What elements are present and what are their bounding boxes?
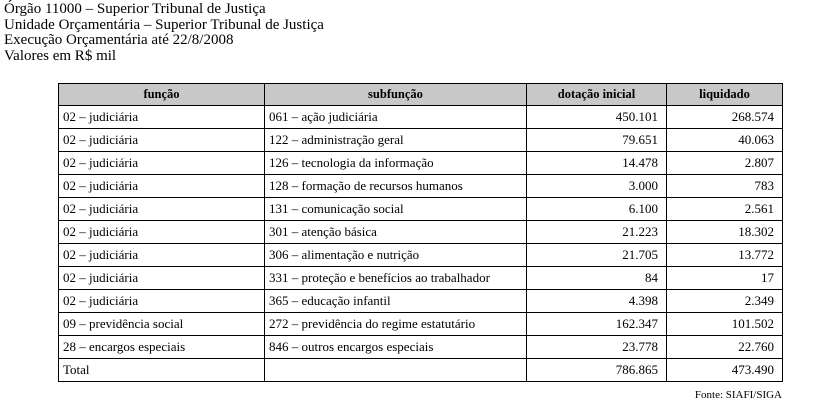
table-row: [59, 129, 783, 152]
cell-subfuncao: 126 – tecnologia da informação: [265, 152, 527, 175]
cell-funcao: 02 – judiciária: [59, 106, 265, 129]
cell-subfuncao: 128 – formação de recursos humanos: [265, 175, 527, 198]
cell-subfuncao: 365 – educação infantil: [265, 290, 527, 313]
cell-funcao: 02 – judiciária: [59, 267, 265, 290]
total-row: [59, 359, 783, 382]
valores-line: Valores em R$ mil: [4, 47, 117, 64]
cell-liquidado: 40.063: [667, 129, 783, 152]
table-row: [59, 290, 783, 313]
table-row: [59, 175, 783, 198]
cell-dotacao-inicial: 21.223: [527, 221, 667, 244]
cell-funcao: 02 – judiciária: [59, 221, 265, 244]
cell-subfuncao: 846 – outros encargos especiais: [265, 336, 527, 359]
cell-dotacao-inicial: 3.000: [527, 175, 667, 198]
col-header-subfuncao: subfunção: [265, 84, 527, 106]
total-cell-subfuncao: [265, 359, 527, 382]
cell-liquidado: 2.349: [667, 290, 783, 313]
cell-liquidado: 18.302: [667, 221, 783, 244]
orgao-line: Órgão 11000 – Superior Tribunal de Justiça: [4, 1, 266, 17]
cell-liquidado: 13.772: [667, 244, 783, 267]
cell-liquidado: 101.502: [667, 313, 783, 336]
cell-subfuncao: 272 – previdência do regime estatutário: [265, 313, 527, 336]
total-label: Total: [59, 359, 265, 382]
cell-funcao: 28 – encargos especiais: [59, 336, 265, 359]
budget-table: [58, 83, 783, 382]
cell-liquidado: 783: [667, 175, 783, 198]
total-cell-dotacao-inicial: 786.865: [527, 359, 667, 382]
cell-funcao: 02 – judiciária: [59, 244, 265, 267]
cell-subfuncao: 122 – administração geral: [265, 129, 527, 152]
cell-liquidado: 22.760: [667, 336, 783, 359]
cell-dotacao-inicial: 6.100: [527, 198, 667, 221]
cell-subfuncao: 131 – comunicação social: [265, 198, 527, 221]
cell-subfuncao: 301 – atenção básica: [265, 221, 527, 244]
cell-dotacao-inicial: 23.778: [527, 336, 667, 359]
cell-subfuncao: 306 – alimentação e nutrição: [265, 244, 527, 267]
cell-dotacao-inicial: 21.705: [527, 244, 667, 267]
table-header-row: [59, 84, 783, 106]
col-header-funcao: função: [59, 84, 265, 106]
cell-funcao: 02 – judiciária: [59, 175, 265, 198]
document-header: [4, 2, 324, 64]
table-row: [59, 152, 783, 175]
cell-funcao: 02 – judiciária: [59, 152, 265, 175]
cell-dotacao-inicial: 4.398: [527, 290, 667, 313]
cell-liquidado: 2.561: [667, 198, 783, 221]
cell-dotacao-inicial: 79.651: [527, 129, 667, 152]
cell-subfuncao: 331 – proteção e benefícios ao trabalhador: [265, 267, 527, 290]
table-row: [59, 198, 783, 221]
cell-funcao: 02 – judiciária: [59, 129, 265, 152]
cell-liquidado: 17: [667, 267, 783, 290]
cell-dotacao-inicial: 14.478: [527, 152, 667, 175]
cell-dotacao-inicial: 450.101: [527, 106, 667, 129]
execucao-line: Execução Orçamentária até 22/8/2008: [4, 32, 234, 48]
cell-dotacao-inicial: 84: [527, 267, 667, 290]
cell-funcao: 09 – previdência social: [59, 313, 265, 336]
cell-funcao: 02 – judiciária: [59, 290, 265, 313]
source-note: Fonte: SIAFI/SIGA: [694, 389, 782, 401]
table-row: [59, 313, 783, 336]
table-row: [59, 106, 783, 129]
cell-funcao: 02 – judiciária: [59, 198, 265, 221]
table-body: [59, 106, 783, 382]
col-header-dotacao: dotação inicial: [527, 84, 667, 106]
total-cell-liquidado: 473.490: [667, 359, 783, 382]
table-row: [59, 244, 783, 267]
cell-dotacao-inicial: 162.347: [527, 313, 667, 336]
cell-liquidado: 268.574: [667, 106, 783, 129]
unidade-line: Unidade Orçamentária – Superior Tribunal de Justiça: [4, 16, 324, 33]
table-row: [59, 336, 783, 359]
col-header-liquidado: liquidado: [667, 84, 783, 106]
cell-liquidado: 2.807: [667, 152, 783, 175]
table-row: [59, 267, 783, 290]
table-row: [59, 221, 783, 244]
cell-subfuncao: 061 – ação judiciária: [265, 106, 527, 129]
